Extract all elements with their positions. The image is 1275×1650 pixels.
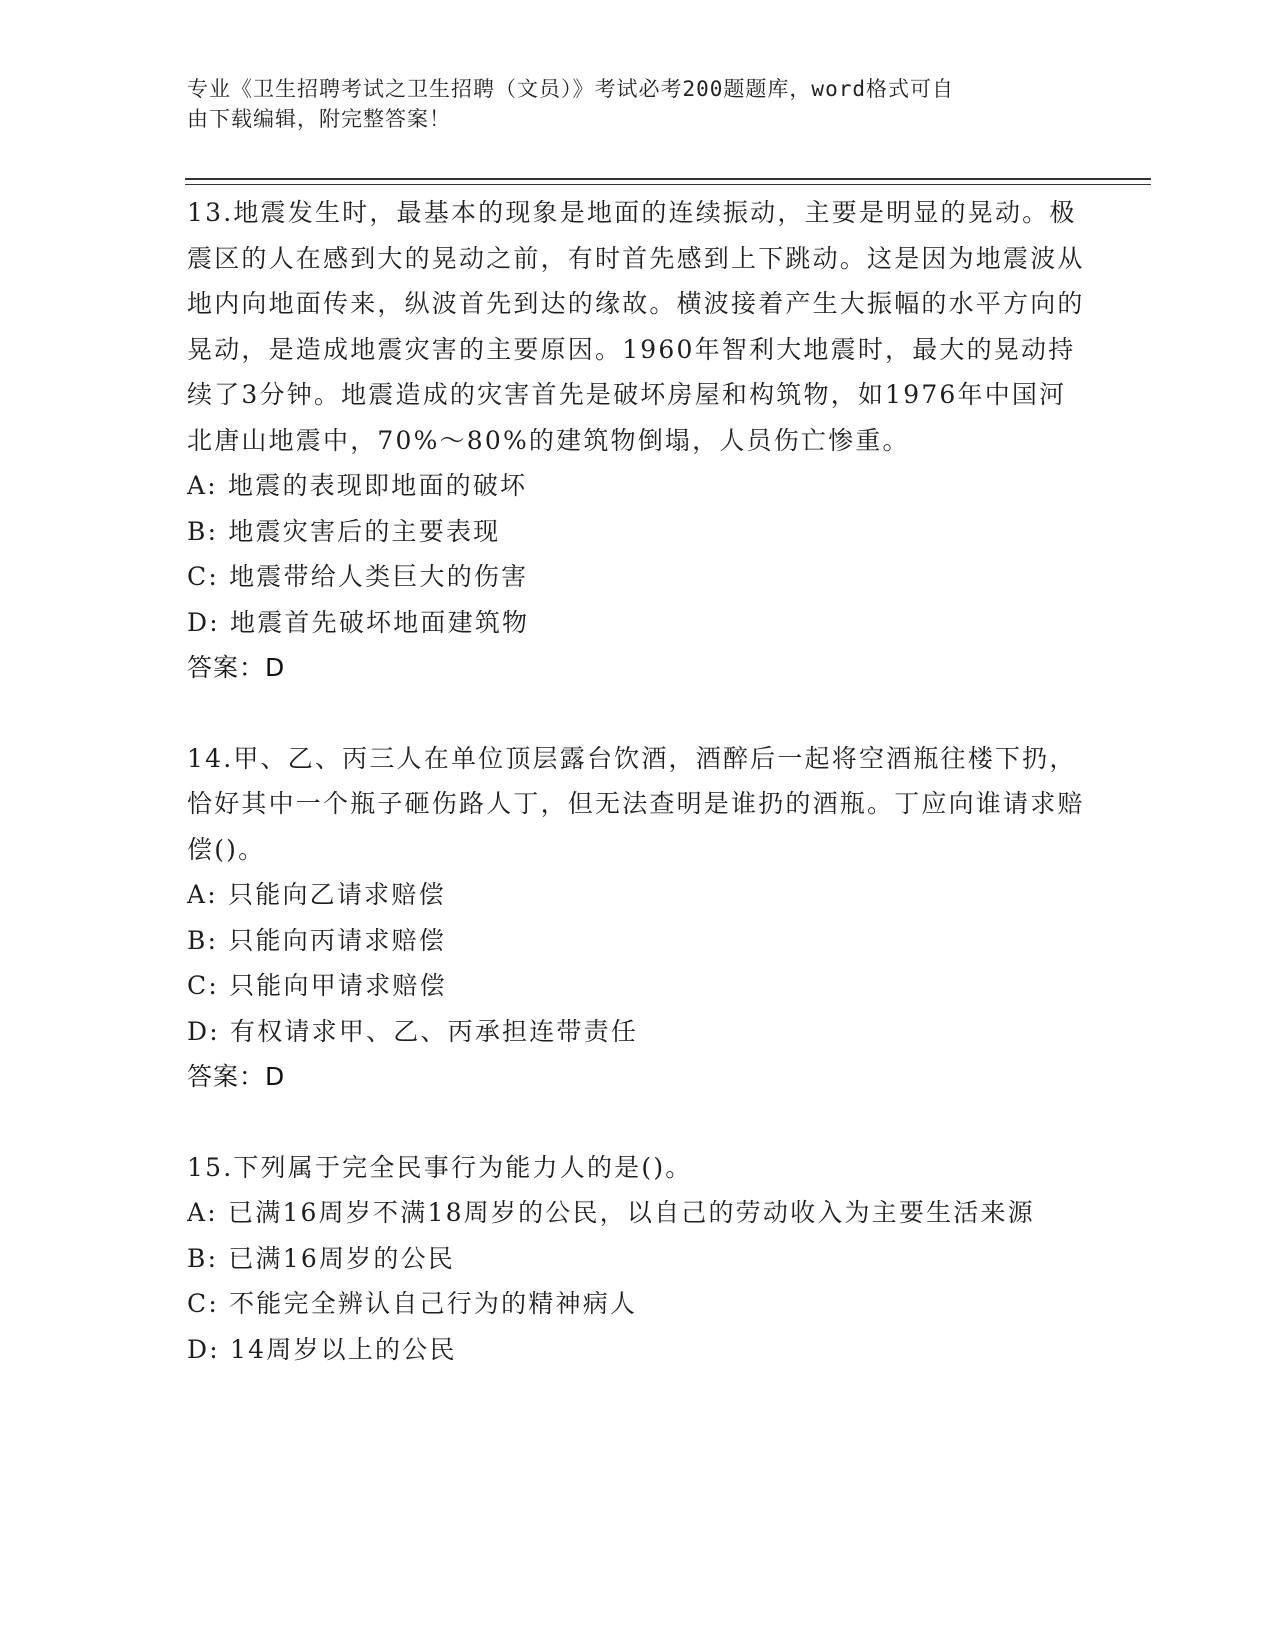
spacer — [187, 1100, 1087, 1145]
question-15 — [187, 1145, 1087, 1373]
question-number: 15. — [187, 1152, 234, 1182]
option-key: B: — [187, 516, 219, 546]
answer-label: 答案： — [187, 653, 266, 682]
option-key: C: — [187, 562, 219, 591]
option-b — [187, 1236, 1087, 1282]
option-c — [187, 963, 1087, 1009]
question-body: 地震发生时，最基本的现象是地面的连续振动，主要是明显的晃动。极震区的人在感到大的晃动之前，有时首先感到上下跳动。这是因为地震波从地内向地面传来，纵波首先到达的缘故。横波接着产生大振幅的水平方向的晃动，是造成地震灾害的主要原因。1960年智利大地震时，最大的晃动持续了3分钟。地震造成的灾害首先是破坏房屋和构筑物，如1976年中国河北唐山地震中，70%～80%的建筑物倒塌，人员伤亡惨重。 — [187, 198, 1085, 455]
question-13 — [187, 190, 1087, 691]
option-text: 不能完全辨认自己行为的精神病人 — [229, 1289, 638, 1318]
option-key: C: — [187, 971, 219, 1000]
header-rule-thick — [185, 178, 1151, 180]
question-text — [187, 1145, 1087, 1191]
option-text: 地震带给人类巨大的伤害 — [229, 562, 529, 591]
option-key: A: — [187, 880, 218, 909]
option-d — [187, 1327, 1087, 1373]
header-line-1: 专业《卫生招聘考试之卫生招聘（文员）》考试必考200题题库，word格式可自 — [187, 77, 954, 101]
answer-line — [187, 1054, 1087, 1100]
option-a — [187, 1190, 1087, 1236]
option-key: C: — [187, 1289, 219, 1318]
option-key: B: — [187, 1243, 219, 1273]
answer-line — [187, 645, 1087, 691]
question-body: 下列属于完全民事行为能力人的是()。 — [233, 1152, 693, 1182]
answer-label: 答案： — [187, 1062, 266, 1091]
option-c — [187, 1281, 1087, 1327]
question-number: 14. — [187, 743, 234, 773]
header-line-2: 由下载编辑，附完整答案！ — [187, 107, 451, 131]
option-a — [187, 463, 1087, 509]
question-14 — [187, 736, 1087, 1100]
option-text: 有权请求甲、乙、丙承担连带责任 — [230, 1016, 639, 1046]
option-a — [187, 872, 1087, 918]
answer-value: D — [265, 653, 286, 682]
question-body: 甲、乙、丙三人在单位顶层露台饮酒，酒醉后一起将空酒瓶往楼下扔，恰好其中一个瓶子砸伤路人丁，但无法查明是谁扔的酒瓶。丁应向谁请求赔偿()。 — [187, 743, 1085, 864]
option-c — [187, 554, 1087, 600]
header-rule-thin — [185, 184, 1151, 185]
question-text — [187, 190, 1087, 463]
option-text: 已满16周岁不满18周岁的公民，以自己的劳动收入为主要生活来源 — [228, 1198, 1035, 1227]
option-text: 只能向丙请求赔偿 — [228, 925, 446, 955]
option-d — [187, 600, 1087, 646]
option-b — [187, 509, 1087, 555]
option-text: 只能向乙请求赔偿 — [228, 880, 446, 909]
document-header — [187, 74, 1067, 134]
option-key: D: — [187, 1016, 220, 1046]
spacer — [187, 691, 1087, 736]
question-number: 13. — [187, 198, 234, 227]
question-text — [187, 736, 1087, 873]
option-key: D: — [187, 1334, 220, 1364]
option-key: A: — [187, 1198, 218, 1227]
option-key: B: — [187, 925, 219, 955]
option-text: 只能向甲请求赔偿 — [229, 971, 447, 1000]
answer-value: D — [265, 1062, 286, 1091]
option-key: D: — [187, 607, 220, 637]
option-text: 已满16周岁的公民 — [228, 1243, 455, 1273]
option-text: 地震的表现即地面的破坏 — [228, 471, 528, 500]
option-text: 14周岁以上的公民 — [230, 1334, 457, 1364]
question-list — [187, 190, 1087, 1372]
option-key: A: — [187, 471, 218, 500]
option-d — [187, 1009, 1087, 1055]
option-b — [187, 918, 1087, 964]
option-text: 地震首先破坏地面建筑物 — [230, 607, 530, 637]
option-text: 地震灾害后的主要表现 — [228, 516, 501, 546]
